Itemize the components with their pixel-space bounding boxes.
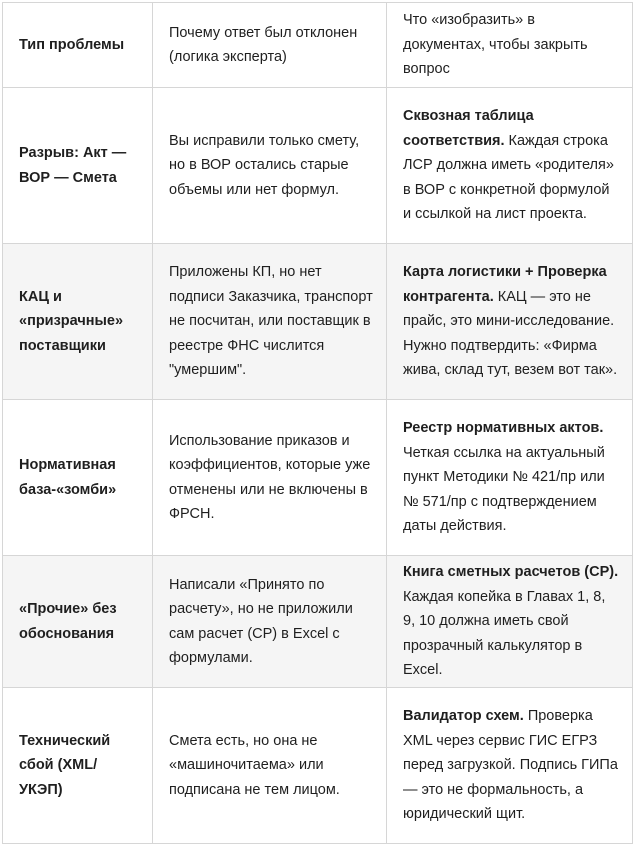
reason-text: Смета есть, но она не «машиночитаема» или подписана не тем лицом. xyxy=(169,732,340,798)
problem-label: «Прочие» без обоснования xyxy=(19,601,117,642)
solution-lead: Книга сметных расчетов (СР). xyxy=(403,564,619,581)
reason-cell xyxy=(153,688,387,844)
problem-cell xyxy=(3,244,153,400)
solution-cell xyxy=(387,400,633,556)
solution-cell xyxy=(387,244,633,400)
solution-lead: Сквозная таблица соответствия. xyxy=(403,108,534,149)
reason-text: Написали «Принято по расчету», но не приложили сам расчет (СР) в Excel с формулами. xyxy=(169,576,353,666)
solution-lead: Карта логистики + Проверка контрагента. xyxy=(403,264,607,305)
solution-text-block xyxy=(403,260,632,383)
header-rejection-reason xyxy=(153,3,387,88)
problem-label: Нормативная база-«зомби» xyxy=(19,457,117,498)
problems-table xyxy=(2,2,633,844)
solution-lead: Валидатор схем. xyxy=(403,708,524,725)
reason-text: Приложены КП, но нет подписи Заказчика, транспорт не посчитан, или поставщик в реестре ФНС числится "умершим". xyxy=(169,264,373,379)
solution-text-block xyxy=(403,560,632,683)
solution-text-block xyxy=(403,704,632,827)
header-problem-type xyxy=(3,3,153,88)
solution-text: Проверка XML через сервис ГИС ЕГРЗ перед загрузкой. Подпись ГИПа — это не формальность, а юридический щит. xyxy=(403,708,618,823)
solution-text: Каждая строка ЛСР должна иметь «родителя» в ВОР с конкретной формулой и ссылкой на лист проекта. xyxy=(403,132,614,223)
problem-cell xyxy=(3,556,153,688)
reason-cell xyxy=(153,88,387,244)
problem-label: КАЦ и «призрачные» поставщики xyxy=(19,288,124,354)
reason-cell xyxy=(153,244,387,400)
header-problem-type-label: Тип проблемы xyxy=(19,36,125,53)
solution-text-block xyxy=(403,104,632,227)
solution-cell xyxy=(387,688,633,844)
table-row xyxy=(3,244,633,400)
table-row xyxy=(3,688,633,844)
table-row xyxy=(3,556,633,688)
solution-text: КАЦ — это не прайс, это мини-исследование. Нужно подтвердить: «Фирма жива, склад тут, везем вот так». xyxy=(403,288,618,379)
problem-cell xyxy=(3,400,153,556)
solution-cell xyxy=(387,88,633,244)
solution-lead: Реестр нормативных актов. xyxy=(403,420,604,437)
solution-text-block xyxy=(403,416,632,539)
solution-cell xyxy=(387,556,633,688)
reason-cell xyxy=(153,400,387,556)
table-row xyxy=(3,88,633,244)
reason-cell xyxy=(153,556,387,688)
problem-label: Технический сбой (XML/ УКЭП) xyxy=(19,732,111,798)
problem-cell xyxy=(3,688,153,844)
reason-text: Вы исправили только смету, но в ВОР остались старые объемы или нет формул. xyxy=(169,132,360,198)
problem-label: Разрыв: Акт — ВОР — Смета xyxy=(19,145,127,186)
header-solution-label: Что «изобразить» в документах, чтобы закрыть вопрос xyxy=(403,12,588,78)
table-row xyxy=(3,400,633,556)
problem-cell xyxy=(3,88,153,244)
solution-text: Каждая копейка в Главах 1, 8, 9, 10 должна иметь свой прозрачный калькулятор в Excel. xyxy=(403,588,606,679)
table-header-row xyxy=(3,3,633,88)
header-rejection-reason-label: Почему ответ был отклонен (логика эксперта) xyxy=(169,24,358,65)
reason-text: Использование приказов и коэффициентов, которые уже отменены или не включены в ФРСН. xyxy=(169,432,371,522)
solution-text: Четкая ссылка на актуальный пункт Методики № 421/пр или № 571/пр с подтверждением даты действия. xyxy=(403,444,605,535)
header-solution xyxy=(387,3,633,88)
